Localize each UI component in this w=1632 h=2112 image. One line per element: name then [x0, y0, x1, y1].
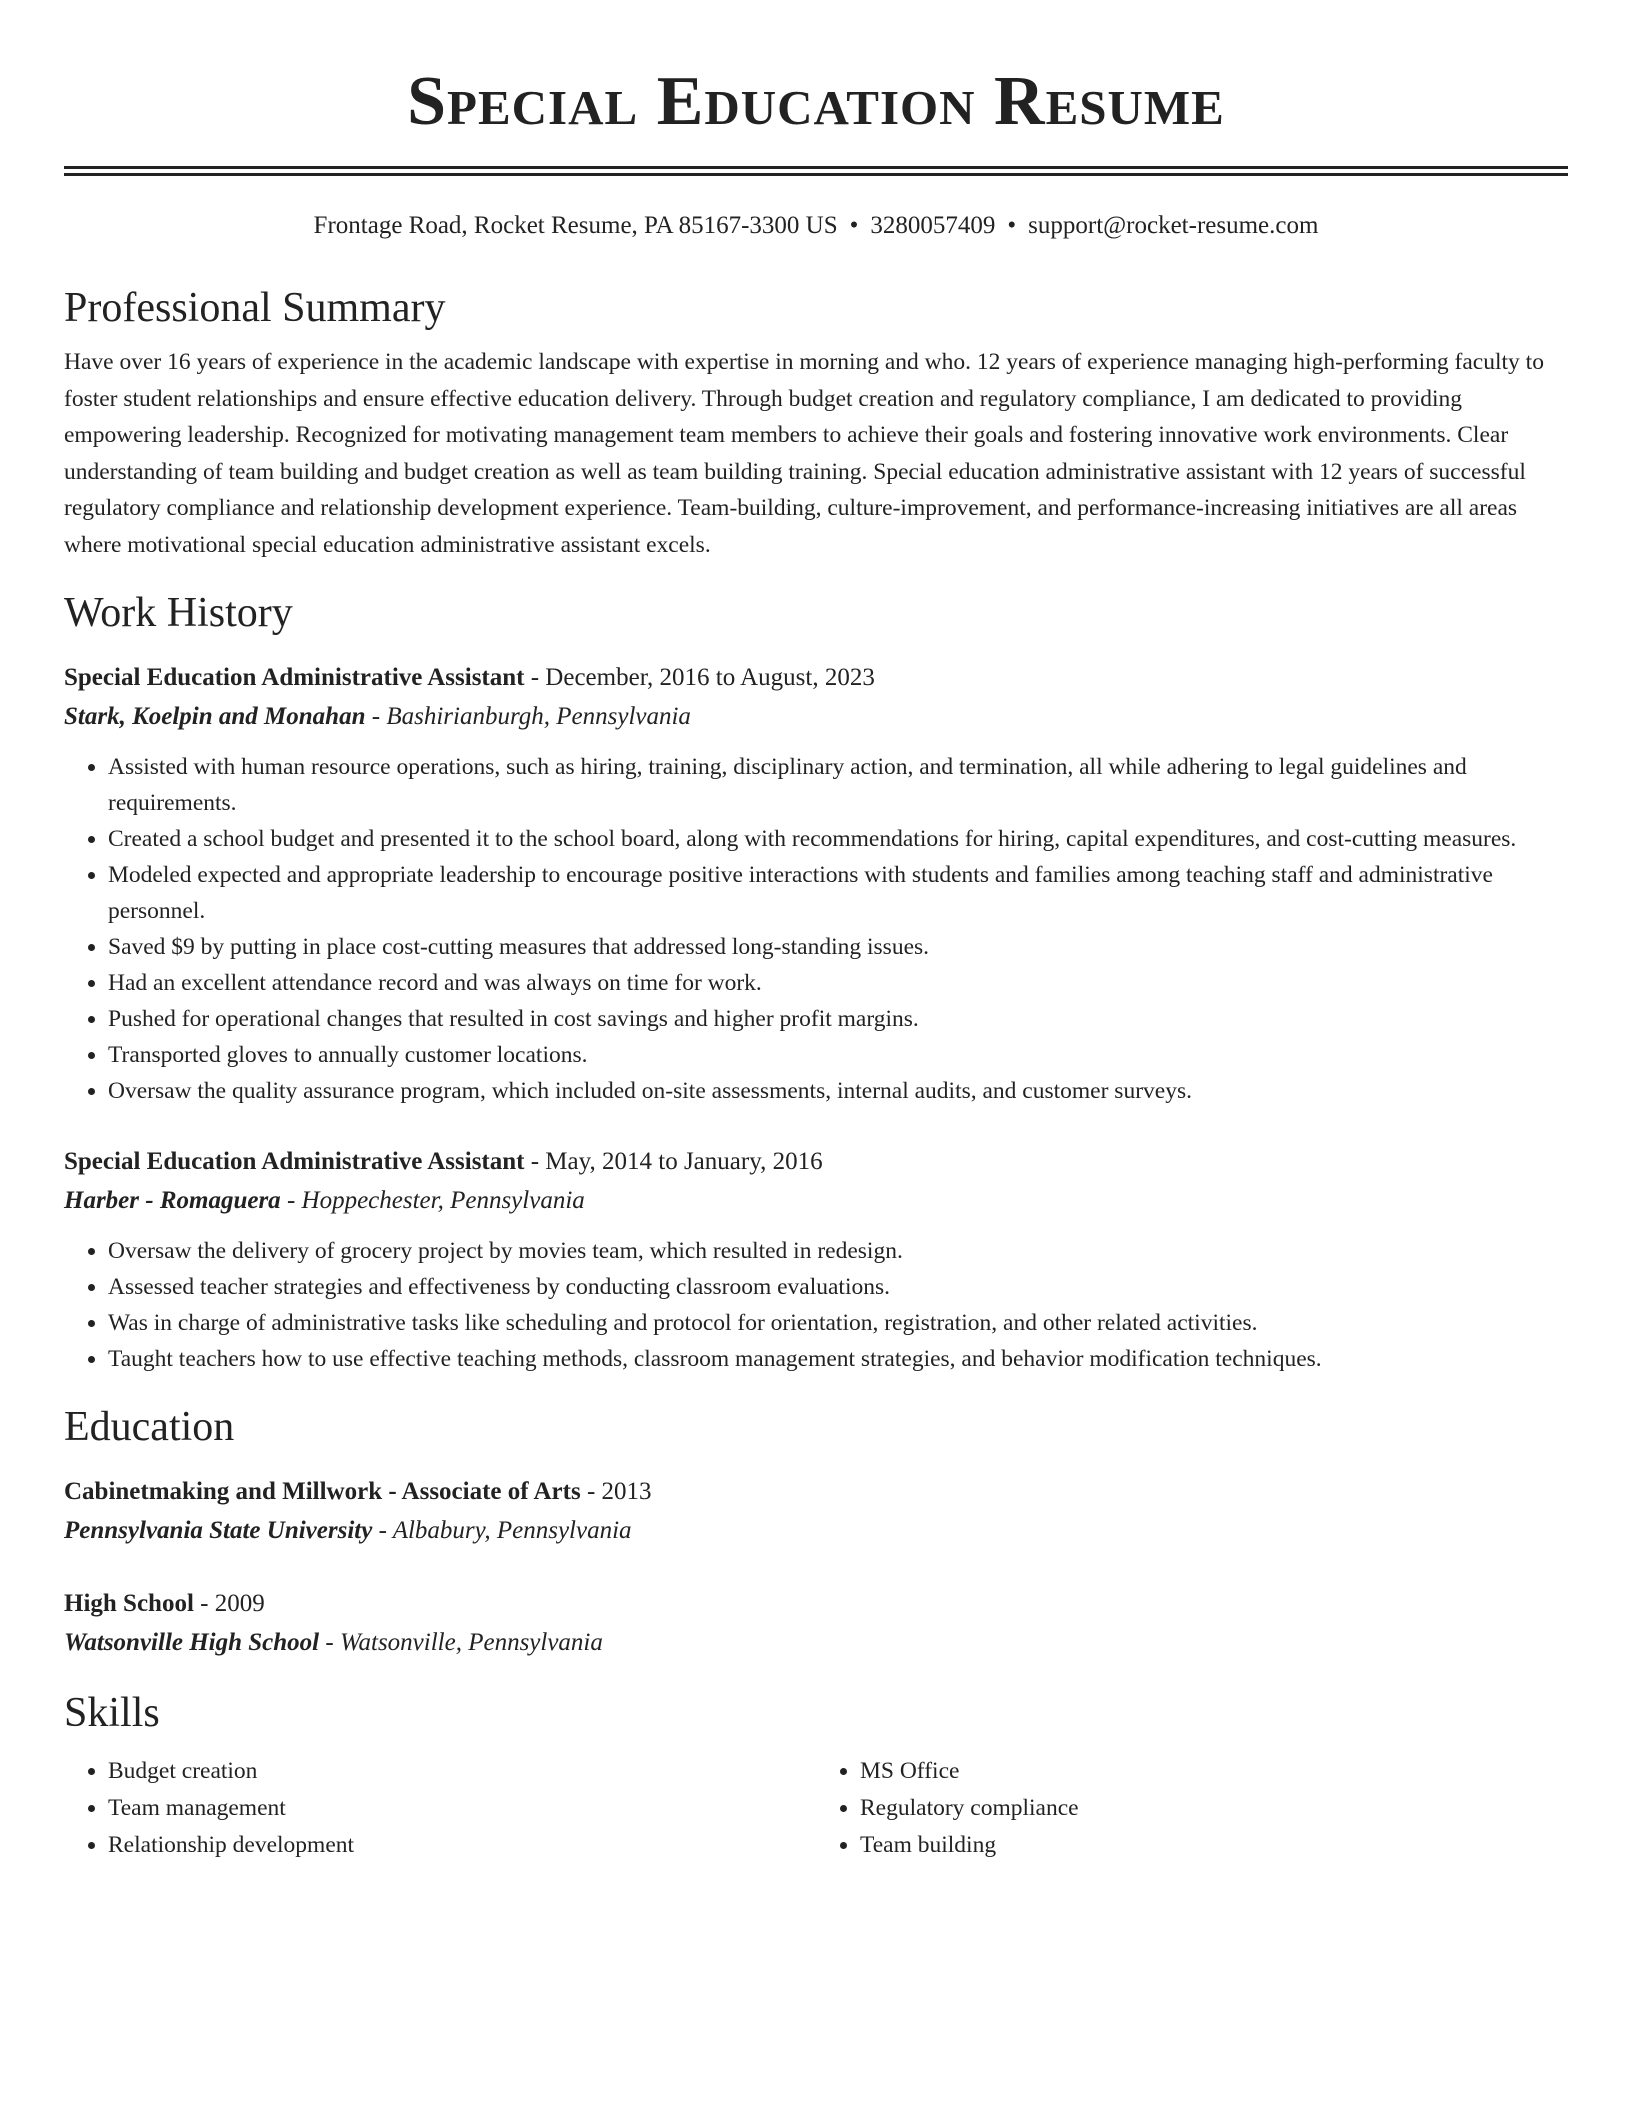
list-item: • Saved $9 by putting in place cost-cutting measures that addressed long-standing issues. [108, 929, 1568, 965]
job-title-line [64, 1143, 1568, 1181]
job-employer-line [64, 697, 1568, 737]
list-item: • Regulatory compliance [860, 1790, 1568, 1827]
job-employer-line [64, 1181, 1568, 1221]
list-item: • Created a school budget and presented it to the school board, along with recommendations for hiring, capital expenditures, and cost-cutting measures. [108, 821, 1568, 857]
list-item: • Assessed teacher strategies and effectiveness by conducting classroom evaluations. [108, 1269, 1568, 1305]
list-item: • Budget creation [108, 1753, 816, 1790]
list-item: • Modeled expected and appropriate leadership to encourage positive interactions with students and families among teaching staff and administrative personnel. [108, 857, 1568, 929]
education-school-line [64, 1623, 1568, 1663]
job-bullets [64, 749, 1568, 1109]
job-role: Special Education Administrative Assistant [64, 1148, 525, 1175]
list-item: • Oversaw the delivery of grocery project by movies team, which resulted in redesign. [108, 1233, 1568, 1269]
job-role: Special Education Administrative Assistant [64, 664, 525, 691]
list-item: • Relationship development [108, 1827, 816, 1864]
job-entry [64, 659, 1568, 1109]
education-entry [64, 1473, 1568, 1551]
education-year: - 2009 [193, 1590, 265, 1617]
job-dates: - May, 2014 to January, 2016 [524, 1148, 823, 1175]
education-degree: High School [64, 1590, 194, 1617]
education-degree: Cabinetmaking and Millwork - Associate of Arts [64, 1478, 581, 1505]
skills-columns [64, 1753, 1568, 1864]
list-item: • MS Office [860, 1753, 1568, 1790]
list-item: • Was in charge of administrative tasks like scheduling and protocol for orientation, registration, and other related activities. [108, 1305, 1568, 1341]
skills-right-column [816, 1753, 1568, 1864]
list-item: • Taught teachers how to use effective teaching methods, classroom management strategies, and behavior modification techniques. [108, 1341, 1568, 1377]
job-employer: Stark, Koelpin and Monahan [64, 703, 366, 730]
job-title-line [64, 659, 1568, 697]
education-school: Pennsylvania State University [64, 1517, 373, 1544]
contact-phone: 3280057409 [870, 212, 996, 239]
job-location: - Hoppechester, Pennsylvania [280, 1187, 585, 1214]
job-dates: - December, 2016 to August, 2023 [524, 664, 875, 691]
job-entry [64, 1143, 1568, 1377]
contact-separator: • [1007, 212, 1017, 239]
skills-heading: Skills [64, 1690, 160, 1736]
work-history-heading: Work History [64, 590, 293, 636]
education-degree-line [64, 1585, 1568, 1623]
job-location: - Bashirianburgh, Pennsylvania [365, 703, 691, 730]
contact-email: support@rocket-resume.com [1028, 212, 1319, 239]
education-entry [64, 1585, 1568, 1663]
list-item: • Transported gloves to annually customer locations. [108, 1037, 1568, 1073]
list-item: • Oversaw the quality assurance program, which included on-site assessments, internal audits, and customer surveys. [108, 1073, 1568, 1109]
education-year: - 2013 [580, 1478, 652, 1505]
education-location: - Watsonville, Pennsylvania [319, 1629, 603, 1656]
list-item: • Team building [860, 1827, 1568, 1864]
resume-title: Special Education Resume [407, 63, 1225, 140]
education-heading: Education [64, 1404, 235, 1450]
contact-address: Frontage Road, Rocket Resume, PA 85167-3300 US [313, 212, 838, 239]
title-double-rule [64, 166, 1568, 176]
list-item: • Team management [108, 1790, 816, 1827]
contact-separator: • [849, 212, 859, 239]
list-item: • Pushed for operational changes that resulted in cost savings and higher profit margins. [108, 1001, 1568, 1037]
summary-text: Have over 16 years of experience in the academic landscape with expertise in morning and who. 12 years of experience managing high-performing faculty to foster student relationships and ensure effective education delivery. Through budget creation and regulatory compliance, I am dedicated to providing empowering leadership. Recognized for motivating management team members to achieve their goals and fostering innovative work environments. Clear understanding of team building and budget creation as well as team building training. Special education administrative assistant with 12 years of successful regulatory compliance and relationship development experience. Team-building, culture-improvement, and performance-increasing initiatives are all areas where motivational special education administrative assistant excels. [64, 349, 1544, 558]
education-school-line [64, 1511, 1568, 1551]
education-degree-line [64, 1473, 1568, 1511]
list-item: • Assisted with human resource operations, such as hiring, training, disciplinary action, and termination, all while adhering to legal guidelines and requirements. [108, 749, 1568, 821]
skills-left-column [64, 1753, 816, 1864]
job-bullets [64, 1233, 1568, 1377]
contact-line [64, 210, 1568, 242]
job-employer: Harber - Romaguera [64, 1187, 281, 1214]
education-school: Watsonville High School [64, 1629, 320, 1656]
summary-heading: Professional Summary [64, 285, 446, 331]
education-location: - Albabury, Pennsylvania [372, 1517, 632, 1544]
list-item: • Had an excellent attendance record and was always on time for work. [108, 965, 1568, 1001]
